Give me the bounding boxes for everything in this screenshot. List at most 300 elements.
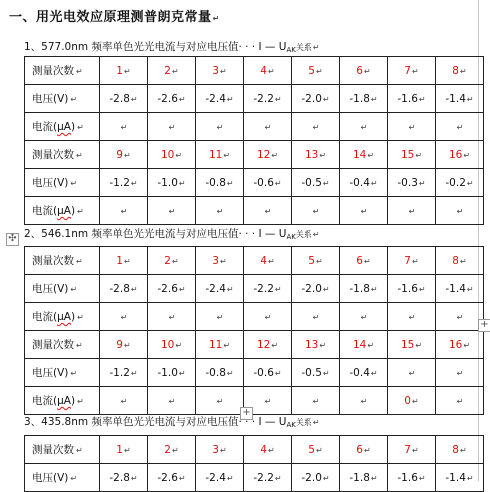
section-2-caption: 2、546.1nm 频率单色光光电流与对应电压值· · · I — $U_{AK}$关系↵	[24, 228, 320, 241]
section-2-table	[24, 246, 484, 415]
count-cell[interactable]	[244, 436, 292, 464]
voltage-cell-text: -2.4	[205, 92, 226, 105]
current-cell[interactable]	[388, 303, 436, 331]
paragraph-mark: ↵	[456, 312, 464, 322]
current-cell[interactable]	[340, 113, 388, 141]
count-cell-text: 8	[452, 64, 459, 77]
current-cell[interactable]	[148, 387, 196, 415]
voltage-cell[interactable]	[100, 359, 148, 387]
voltage-cell[interactable]	[436, 275, 484, 303]
count-cell[interactable]	[100, 331, 148, 359]
count-label-text: 测量次数	[32, 444, 74, 456]
voltage-cell[interactable]	[196, 169, 244, 197]
current-label-part: μA	[57, 205, 71, 217]
paragraph-mark: ↵	[367, 340, 375, 350]
voltage-cell[interactable]	[340, 169, 388, 197]
voltage-cell[interactable]	[100, 85, 148, 113]
paragraph-mark: ↵	[70, 95, 78, 104]
paragraph-mark: ↵	[418, 94, 426, 104]
current-cell[interactable]	[292, 197, 340, 225]
current-label-part: μA	[57, 395, 71, 407]
voltage-label[interactable]	[25, 85, 100, 113]
count-cell[interactable]	[340, 436, 388, 464]
count-cell[interactable]	[244, 141, 292, 169]
paragraph-mark: ↵	[168, 312, 176, 322]
count-cell-text: 2	[164, 254, 171, 267]
count-cell[interactable]	[292, 57, 340, 85]
paragraph-mark: ↵	[216, 122, 224, 132]
voltage-cell[interactable]	[292, 275, 340, 303]
current-label-part: μA	[57, 311, 71, 323]
count-cell[interactable]	[244, 247, 292, 275]
current-label[interactable]	[25, 303, 100, 331]
table-row	[25, 359, 484, 387]
current-cell[interactable]	[100, 387, 148, 415]
paragraph-mark: ↵	[219, 256, 227, 266]
current-label-part: μA	[57, 121, 71, 133]
count-cell[interactable]	[196, 331, 244, 359]
count-cell-text: 1	[116, 254, 123, 267]
paragraph-mark: ↵	[123, 150, 131, 160]
current-cell[interactable]	[100, 197, 148, 225]
voltage-cell[interactable]	[148, 85, 196, 113]
count-cell-text: 15	[400, 338, 415, 351]
paragraph-mark: ↵	[312, 122, 320, 132]
voltage-label[interactable]	[25, 169, 100, 197]
count-cell[interactable]	[436, 331, 484, 359]
current-cell[interactable]	[340, 197, 388, 225]
count-cell-text: 5	[308, 254, 315, 267]
voltage-cell-text: -2.2	[253, 471, 274, 484]
paragraph-mark: ↵	[76, 67, 83, 76]
voltage-cell-text: -0.6	[253, 176, 274, 189]
paragraph-mark: ↵	[411, 256, 419, 266]
voltage-cell-text: -1.8	[349, 471, 370, 484]
paragraph-mark: ↵	[370, 368, 378, 378]
count-cell-text: 3	[212, 64, 219, 77]
paragraph-mark: ↵	[411, 396, 419, 406]
paragraph-mark: ↵	[456, 368, 464, 378]
paragraph-mark: ↵	[223, 150, 231, 160]
paragraph-mark: ↵	[178, 473, 186, 483]
count-cell[interactable]	[388, 57, 436, 85]
paragraph-mark: ↵	[223, 340, 231, 350]
current-label-part: )	[70, 395, 76, 407]
paragraph-mark: ↵	[466, 473, 474, 483]
voltage-label-text: 电压(V)	[32, 367, 69, 379]
voltage-cell[interactable]	[196, 85, 244, 113]
count-cell[interactable]	[292, 331, 340, 359]
paragraph-mark: ↵	[70, 179, 78, 188]
count-cell[interactable]	[340, 331, 388, 359]
table-row	[25, 275, 484, 303]
table-row	[25, 436, 484, 464]
paragraph-mark: ↵	[226, 368, 234, 378]
current-label-part: 电流(	[32, 395, 58, 407]
count-cell[interactable]	[292, 247, 340, 275]
count-cell-text: 7	[404, 254, 411, 267]
paragraph-mark: ↵	[322, 284, 330, 294]
count-cell-text: 13	[304, 338, 319, 351]
paragraph-mark: ↵	[264, 396, 272, 406]
count-cell-text: 4	[260, 443, 267, 456]
paragraph-mark: ↵	[120, 312, 128, 322]
paragraph-mark: ↵	[175, 340, 183, 350]
current-cell[interactable]	[292, 303, 340, 331]
voltage-label-text: 电压(V)	[32, 472, 69, 484]
count-cell[interactable]	[388, 141, 436, 169]
voltage-cell-text: -2.0	[301, 92, 322, 105]
paragraph-mark: ↵	[459, 66, 467, 76]
current-cell[interactable]	[196, 387, 244, 415]
count-cell-text: 12	[256, 338, 271, 351]
count-cell[interactable]	[388, 331, 436, 359]
paragraph-mark: ↵	[120, 396, 128, 406]
voltage-cell[interactable]	[100, 169, 148, 197]
count-cell-text: 6	[356, 64, 363, 77]
paragraph-mark: ↵	[219, 66, 227, 76]
voltage-cell[interactable]	[244, 169, 292, 197]
count-cell-text: 1	[116, 64, 123, 77]
count-cell[interactable]	[100, 141, 148, 169]
table-move-handle[interactable]: ✣	[6, 233, 19, 246]
paragraph-mark: ↵	[370, 473, 378, 483]
paragraph-mark: ↵	[178, 284, 186, 294]
count-cell[interactable]	[292, 141, 340, 169]
paragraph-mark: ↵	[367, 150, 375, 160]
current-cell-text: 0	[404, 394, 411, 407]
count-cell[interactable]	[436, 141, 484, 169]
paragraph-mark: ↵	[411, 445, 419, 455]
voltage-cell[interactable]	[292, 85, 340, 113]
paragraph-mark: ↵	[123, 340, 131, 350]
table-row	[25, 331, 484, 359]
count-cell-text: 8	[452, 443, 459, 456]
count-label[interactable]	[25, 57, 100, 85]
voltage-cell-text: -0.8	[205, 366, 226, 379]
count-cell-text: 16	[448, 338, 463, 351]
voltage-cell[interactable]	[148, 169, 196, 197]
count-cell-text: 15	[400, 148, 415, 161]
voltage-cell[interactable]	[388, 464, 436, 492]
paragraph-mark: ↵	[216, 396, 224, 406]
count-cell[interactable]	[244, 331, 292, 359]
count-cell-text: 11	[208, 148, 223, 161]
count-cell[interactable]	[292, 436, 340, 464]
paragraph-mark: ↵	[408, 206, 416, 216]
paragraph-mark: ↵	[418, 473, 426, 483]
voltage-cell[interactable]	[244, 464, 292, 492]
count-cell[interactable]	[196, 436, 244, 464]
count-cell[interactable]	[436, 436, 484, 464]
voltage-cell-text: -2.6	[157, 282, 178, 295]
current-label-part: )	[70, 205, 76, 217]
current-label-part: 电流(	[32, 205, 58, 217]
voltage-cell[interactable]	[244, 359, 292, 387]
voltage-cell[interactable]	[292, 359, 340, 387]
voltage-label[interactable]	[25, 359, 100, 387]
voltage-cell[interactable]	[244, 85, 292, 113]
current-cell[interactable]	[196, 113, 244, 141]
count-cell[interactable]	[244, 57, 292, 85]
paragraph-mark: ↵	[267, 445, 275, 455]
count-cell-text: 16	[448, 148, 463, 161]
count-cell-text: 9	[116, 148, 123, 161]
paragraph-mark: ↵	[267, 256, 275, 266]
table-row	[25, 197, 484, 225]
current-label-part: 电流(	[32, 121, 58, 133]
count-cell-text: 10	[160, 148, 175, 161]
current-cell[interactable]	[148, 197, 196, 225]
paragraph-mark: ↵	[267, 66, 275, 76]
voltage-cell[interactable]	[148, 464, 196, 492]
current-cell[interactable]	[436, 113, 484, 141]
paragraph-mark: ↵	[271, 340, 279, 350]
current-cell[interactable]	[148, 303, 196, 331]
voltage-cell-text: -0.5	[301, 176, 322, 189]
current-cell[interactable]	[436, 197, 484, 225]
table-row	[25, 169, 484, 197]
count-cell[interactable]	[148, 247, 196, 275]
count-cell[interactable]	[148, 57, 196, 85]
paragraph-mark: ↵	[312, 312, 320, 322]
paragraph-mark: ↵	[120, 206, 128, 216]
voltage-cell-text: -1.2	[109, 366, 130, 379]
count-cell-text: 1	[116, 443, 123, 456]
voltage-cell[interactable]	[100, 464, 148, 492]
voltage-cell[interactable]	[196, 464, 244, 492]
voltage-cell-text: -1.0	[157, 366, 178, 379]
paragraph-mark: ↵	[70, 474, 78, 483]
current-cell[interactable]	[388, 113, 436, 141]
current-cell[interactable]	[244, 113, 292, 141]
count-label[interactable]	[25, 331, 100, 359]
voltage-label-text: 电压(V)	[32, 177, 69, 189]
voltage-cell-text: -0.4	[349, 176, 370, 189]
count-cell[interactable]	[148, 436, 196, 464]
paragraph-mark: ↵	[219, 445, 227, 455]
paragraph-mark: ↵	[168, 206, 176, 216]
section-3-caption: 3、435.8nm 频率单色光光电流与对应电压值· · · I — $U_{AK}$关系↵	[24, 416, 320, 429]
add-row-button[interactable]: +	[240, 407, 253, 420]
voltage-cell[interactable]	[340, 359, 388, 387]
paragraph-mark: ↵	[178, 178, 186, 188]
count-cell-text: 6	[356, 254, 363, 267]
section-3-table	[24, 435, 484, 492]
table-row	[25, 113, 484, 141]
count-label[interactable]	[25, 141, 100, 169]
voltage-label[interactable]	[25, 464, 100, 492]
voltage-cell-text: -0.3	[397, 176, 418, 189]
paragraph-mark: ↵	[408, 368, 416, 378]
current-cell[interactable]	[244, 303, 292, 331]
count-cell[interactable]	[100, 57, 148, 85]
current-cell[interactable]	[388, 387, 436, 415]
voltage-cell-text: -0.5	[301, 366, 322, 379]
section-1-caption: 1、577.0nm 频率单色光光电流与对应电压值· · · I — $U_{AK}$关系↵	[24, 41, 320, 54]
count-cell[interactable]	[340, 247, 388, 275]
current-cell[interactable]	[148, 113, 196, 141]
voltage-cell[interactable]	[340, 85, 388, 113]
voltage-cell-text: -1.2	[109, 176, 130, 189]
paragraph-mark: ↵	[168, 396, 176, 406]
count-cell[interactable]	[196, 247, 244, 275]
voltage-cell-text: -0.4	[349, 366, 370, 379]
voltage-cell[interactable]	[292, 464, 340, 492]
count-cell-text: 3	[212, 443, 219, 456]
section-1-table	[24, 56, 484, 225]
current-label-part: )	[70, 121, 76, 133]
count-cell[interactable]	[100, 247, 148, 275]
paragraph-mark: ↵	[360, 396, 368, 406]
voltage-label-text: 电压(V)	[32, 93, 69, 105]
paragraph-mark: ↵	[171, 66, 179, 76]
count-label-text: 测量次数	[32, 65, 74, 77]
current-cell[interactable]	[292, 387, 340, 415]
voltage-cell[interactable]	[388, 169, 436, 197]
voltage-cell[interactable]	[100, 275, 148, 303]
paragraph-mark: ↵	[130, 368, 138, 378]
paragraph-mark: ↵	[120, 122, 128, 132]
current-cell[interactable]	[436, 387, 484, 415]
voltage-cell-text: -1.0	[157, 176, 178, 189]
count-cell-text: 4	[260, 64, 267, 77]
current-cell[interactable]	[244, 197, 292, 225]
paragraph-mark: ↵	[271, 150, 279, 160]
current-cell[interactable]	[196, 197, 244, 225]
paragraph-mark: ↵	[363, 256, 371, 266]
count-label[interactable]	[25, 436, 100, 464]
paragraph-mark: ↵	[315, 256, 323, 266]
voltage-cell-text: -0.8	[205, 176, 226, 189]
paragraph-mark: ↵	[363, 66, 371, 76]
add-column-button[interactable]: +	[478, 319, 490, 332]
paragraph-mark: ↵	[456, 122, 464, 132]
voltage-cell[interactable]	[388, 275, 436, 303]
count-cell[interactable]	[196, 57, 244, 85]
voltage-cell[interactable]	[436, 85, 484, 113]
paragraph-mark: ↵	[264, 312, 272, 322]
voltage-cell[interactable]	[196, 275, 244, 303]
paragraph-mark: ↵	[360, 312, 368, 322]
voltage-cell[interactable]	[196, 359, 244, 387]
table-row	[25, 141, 484, 169]
count-cell-text: 14	[352, 338, 367, 351]
paragraph-mark: ↵	[456, 396, 464, 406]
paragraph-mark: ↵	[171, 256, 179, 266]
current-cell[interactable]	[196, 303, 244, 331]
paragraph-mark: ↵	[76, 257, 83, 266]
count-cell[interactable]	[196, 141, 244, 169]
count-cell-text: 9	[116, 338, 123, 351]
paragraph-mark: ↵	[466, 94, 474, 104]
voltage-cell[interactable]	[148, 275, 196, 303]
count-cell[interactable]	[436, 247, 484, 275]
current-label[interactable]	[25, 113, 100, 141]
voltage-cell-text: -2.4	[205, 282, 226, 295]
paragraph-mark: ↵	[370, 178, 378, 188]
voltage-cell[interactable]	[436, 464, 484, 492]
paragraph-mark: ↵	[123, 445, 131, 455]
current-cell[interactable]	[292, 113, 340, 141]
count-label-text: 测量次数	[32, 255, 74, 267]
paragraph-mark: ↵	[226, 284, 234, 294]
count-cell[interactable]	[340, 141, 388, 169]
paragraph-mark: ↵	[408, 312, 416, 322]
current-cell[interactable]	[340, 303, 388, 331]
voltage-cell[interactable]	[244, 275, 292, 303]
page-heading: 一、用光电效应原理测普朗克常量↵	[9, 10, 220, 25]
count-cell-text: 13	[304, 148, 319, 161]
table-row	[25, 464, 484, 492]
current-cell[interactable]	[340, 387, 388, 415]
paragraph-mark: ↵	[76, 151, 83, 160]
paragraph-mark: ↵	[226, 178, 234, 188]
count-cell-text: 5	[308, 443, 315, 456]
count-cell-text: 7	[404, 64, 411, 77]
paragraph-mark: ↵	[70, 369, 78, 378]
paragraph-mark: ↵	[322, 94, 330, 104]
count-cell[interactable]	[148, 331, 196, 359]
count-cell[interactable]	[388, 436, 436, 464]
current-cell[interactable]	[436, 303, 484, 331]
count-cell-text: 2	[164, 443, 171, 456]
count-label[interactable]	[25, 247, 100, 275]
current-cell[interactable]	[100, 303, 148, 331]
voltage-cell-text: -1.4	[445, 471, 466, 484]
table-row	[25, 85, 484, 113]
paragraph-mark: ↵	[312, 396, 320, 406]
voltage-cell[interactable]	[436, 359, 484, 387]
table-row	[25, 247, 484, 275]
voltage-cell-text: -2.2	[253, 92, 274, 105]
count-cell-text: 8	[452, 254, 459, 267]
count-cell-text: 14	[352, 148, 367, 161]
voltage-cell[interactable]	[436, 169, 484, 197]
paragraph-mark: ↵	[77, 207, 84, 216]
voltage-cell-text: -1.6	[397, 282, 418, 295]
voltage-cell[interactable]	[148, 359, 196, 387]
voltage-cell-text: -2.2	[253, 282, 274, 295]
count-cell-text: 7	[404, 443, 411, 456]
count-cell[interactable]	[340, 57, 388, 85]
voltage-cell[interactable]	[340, 275, 388, 303]
current-cell[interactable]	[100, 113, 148, 141]
paragraph-mark: ↵	[130, 284, 138, 294]
paragraph-mark: ↵	[77, 123, 84, 132]
count-cell[interactable]	[100, 436, 148, 464]
current-label[interactable]	[25, 197, 100, 225]
voltage-cell[interactable]	[388, 85, 436, 113]
paragraph-mark: ↵	[360, 206, 368, 216]
paragraph-mark: ↵	[463, 150, 471, 160]
current-cell[interactable]	[388, 197, 436, 225]
current-label[interactable]	[25, 387, 100, 415]
voltage-cell-text: -2.4	[205, 471, 226, 484]
paragraph-mark: ↵	[274, 178, 282, 188]
count-cell[interactable]	[148, 141, 196, 169]
voltage-cell[interactable]	[388, 359, 436, 387]
count-cell[interactable]	[388, 247, 436, 275]
paragraph-mark: ↵	[130, 178, 138, 188]
voltage-cell[interactable]	[340, 464, 388, 492]
paragraph-mark: ↵	[77, 313, 84, 322]
voltage-label[interactable]	[25, 275, 100, 303]
count-cell[interactable]	[436, 57, 484, 85]
paragraph-mark: ↵	[411, 66, 419, 76]
paragraph-mark: ↵	[178, 94, 186, 104]
voltage-cell[interactable]	[292, 169, 340, 197]
